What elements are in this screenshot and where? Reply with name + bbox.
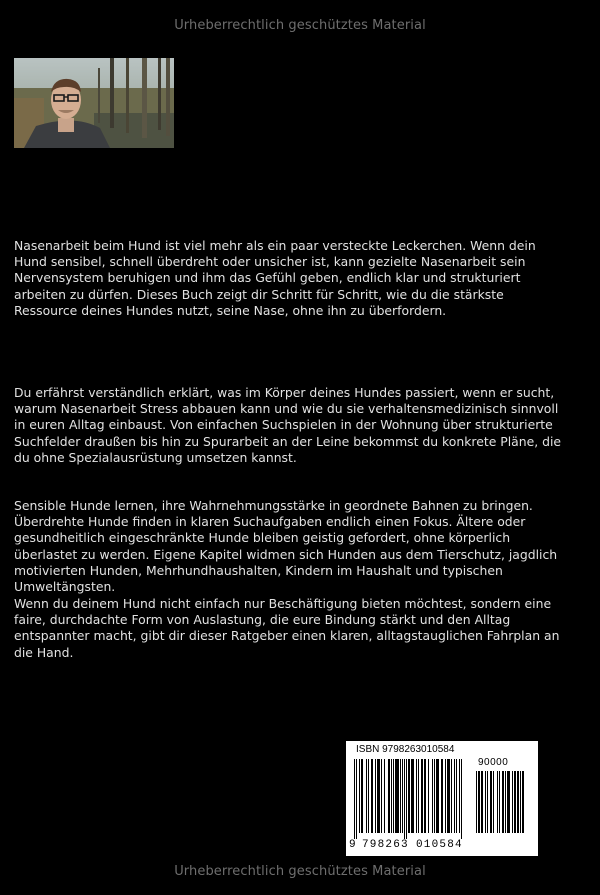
isbn-label: ISBN 9798263010584 <box>356 744 455 755</box>
barcode-bar <box>499 771 500 833</box>
barcode-bar <box>505 771 506 833</box>
barcode-bar <box>402 759 403 833</box>
barcode-bar <box>388 759 390 833</box>
barcode-bar <box>445 759 446 833</box>
blurb-paragraph-1: Nasenarbeit beim Hund ist viel mehr als ein paar versteckte Leckerchen. Wenn dein Hund sensibel, schnell überdreht oder unsicher ist, kann gezielte Nasenarbeit sein Nervensystem beruhigen und ihm das Gefühl geben, endlich klar und strukturiert arbeiten zu dürfen. Dieses Buch zeigt dir Schritt für Schritt, wie du die stärkste Ressource deines Hundes nutzt, seine Nase, ohne ihn zu überfordern. <box>14 238 536 318</box>
barcode-bar <box>404 759 405 839</box>
author-photo-image <box>14 58 174 148</box>
barcode-bar <box>421 759 423 833</box>
barcode-bar <box>493 771 494 833</box>
barcode-bar <box>381 759 382 833</box>
barcode-bar <box>487 771 488 833</box>
price-code: 90000 <box>478 757 509 768</box>
barcode-bar <box>434 759 435 833</box>
barcode-bar <box>432 759 433 833</box>
blurb-paragraph-4: Wenn du deinem Hund nicht einfach nur Beschäftigung bieten möchtest, sondern eine faire, durchdachte Form von Auslastung, die eure Bindung stärkt und den Alltag entspannter macht, gibt dir dieser Ratgeber einen klaren, alltagstauglichen Fahrplan an die Hand. <box>14 596 560 660</box>
barcode-bar <box>522 771 524 833</box>
barcode-bar <box>478 771 480 833</box>
barcode-bar <box>454 759 455 833</box>
copyright-watermark-top: Urheberrechtlich geschütztes Material <box>174 18 426 33</box>
blurb-paragraph-2: Du erfährst verständlich erklärt, was im Körper deines Hundes passiert, wenn er sucht, warum Nasenarbeit Stress abbauen kann und wie du sie verhaltensmedizinisch sinnvoll in euren Alltag einbaust. Von einfachen Suchspielen in der Wohnung über strukturierte Suchfelder draußen bis hin zu Spurarbeit an der Leine bekommst du konkrete Pläne, die du ohne Spezialausrüstung umsetzen kannst. <box>14 385 562 465</box>
barcode-bar <box>485 771 486 833</box>
barcode-bar <box>371 759 373 833</box>
barcode-bar <box>377 759 380 833</box>
author-photo <box>14 58 174 148</box>
barcode-bar <box>393 759 394 833</box>
barcode-bar <box>428 759 429 833</box>
barcode-bar <box>406 759 407 839</box>
barcode-bar <box>476 771 477 833</box>
barcode-bar <box>366 759 367 833</box>
barcode-bar <box>416 759 417 833</box>
barcode-bar <box>481 771 483 833</box>
barcode-bar <box>400 759 401 833</box>
barcode-bar <box>391 759 392 833</box>
barcode-bar <box>395 759 399 833</box>
barcode-bar <box>359 759 360 833</box>
barcode-bars-main <box>354 759 470 839</box>
barcode-digits-right: 010584 <box>416 839 463 851</box>
barcode-bar <box>461 759 462 839</box>
barcode-bar <box>447 759 450 833</box>
barcode-bar <box>356 759 357 839</box>
barcode-bar <box>451 759 452 833</box>
barcode-bar <box>520 771 521 833</box>
barcode-bar <box>354 759 355 839</box>
barcode-bar <box>497 771 498 833</box>
barcode-bar <box>361 759 363 833</box>
barcode-bar <box>490 771 492 833</box>
barcode-bar <box>418 759 419 833</box>
barcode-digits-left: 798263 <box>362 839 409 851</box>
blurb-paragraph-3: Sensible Hunde lernen, ihre Wahrnehmungsstärke in geordnete Bahnen zu bringen. Überdrehte Hunde finden in klaren Suchaufgaben endlich einen Fokus. Ältere oder gesundheitlich eingeschränkte Hunde bleiben geistig gefordert, ohne körperlich überlastet zu werden. Eigene Kapitel widmen sich Hunden aus dem Tierschutz, jagdlich motivierten Hunden, Mehrhundhaushalten, Kindern im Haushalt und typischen Umweltängsten. <box>14 498 558 595</box>
barcode-bar <box>502 771 504 833</box>
barcode-bar <box>512 771 513 833</box>
barcode-digit-lead: 9 <box>349 839 356 851</box>
barcode-bars-addon <box>476 771 530 833</box>
barcode-bar <box>517 771 519 833</box>
barcode-bar <box>408 759 410 833</box>
isbn-barcode <box>346 741 538 856</box>
barcode-bar <box>441 759 443 833</box>
barcode-bar <box>424 759 426 833</box>
barcode-bar <box>384 759 385 833</box>
copyright-watermark-bottom: Urheberrechtlich geschütztes Material <box>174 864 426 879</box>
barcode-bar <box>456 759 457 833</box>
barcode-bar <box>514 771 516 833</box>
barcode-bar <box>375 759 376 833</box>
barcode-bar <box>436 759 439 833</box>
barcode-bar <box>459 759 460 833</box>
barcode-bar <box>507 771 510 833</box>
barcode-bar <box>411 759 414 833</box>
barcode-bar <box>368 759 369 833</box>
